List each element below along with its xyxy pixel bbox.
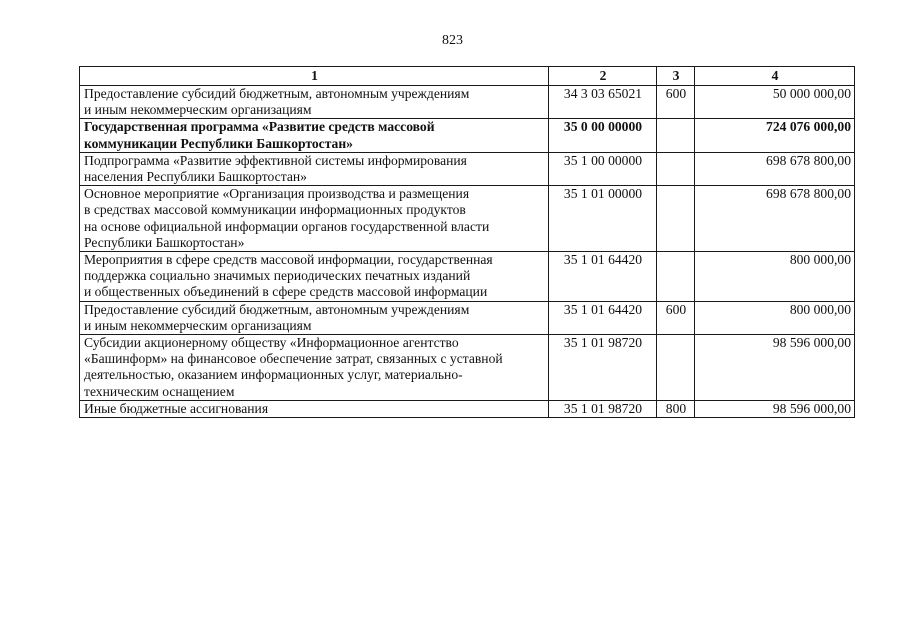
row-amount: 698 678 800,00	[695, 186, 855, 252]
row-name: Мероприятия в сфере средств массовой информации, государственная поддержка социально значимых периодических печатных изданий и общественных объединений в сфере средств массовой информации	[80, 252, 549, 302]
row-code: 35 1 01 98720	[549, 335, 657, 401]
row-type	[657, 152, 695, 185]
row-amount: 698 678 800,00	[695, 152, 855, 185]
table-row	[80, 119, 855, 152]
table-header-row	[80, 67, 855, 86]
row-type	[657, 186, 695, 252]
table-row	[80, 252, 855, 302]
row-type	[657, 252, 695, 302]
header-col-1: 1	[80, 67, 549, 86]
header-col-4: 4	[695, 67, 855, 86]
row-name: Предоставление субсидий бюджетным, автономным учреждениям и иным некоммерческим организациям	[80, 86, 549, 119]
row-code: 35 1 01 98720	[549, 400, 657, 417]
table-row	[80, 400, 855, 417]
row-code: 35 1 01 64420	[549, 252, 657, 302]
row-type	[657, 335, 695, 401]
row-amount: 98 596 000,00	[695, 400, 855, 417]
row-name: Основное мероприятие «Организация производства и размещения в средствах массовой коммуникации информационных продуктов на основе официальной информации органов государственной власти Республики Башкортостан»	[80, 186, 549, 252]
table-row	[80, 335, 855, 401]
row-type: 600	[657, 301, 695, 334]
row-amount: 98 596 000,00	[695, 335, 855, 401]
header-col-3: 3	[657, 67, 695, 86]
table-row	[80, 152, 855, 185]
row-code: 35 1 00 00000	[549, 152, 657, 185]
table-row	[80, 301, 855, 334]
row-name: Предоставление субсидий бюджетным, автономным учреждениям и иным некоммерческим организациям	[80, 301, 549, 334]
row-code: 35 1 01 64420	[549, 301, 657, 334]
table-row	[80, 186, 855, 252]
page-number: 823	[442, 33, 463, 48]
row-name: Субсидии акционерному обществу «Информационное агентство «Башинформ» на финансовое обеспечение затрат, связанных с уставной деятельностью, оказанием информационных услуг, материально- техническим оснащением	[80, 335, 549, 401]
row-amount: 800 000,00	[695, 252, 855, 302]
row-amount: 800 000,00	[695, 301, 855, 334]
row-amount: 50 000 000,00	[695, 86, 855, 119]
row-code: 34 3 03 65021	[549, 86, 657, 119]
row-name: Подпрограмма «Развитие эффективной системы информирования населения Республики Башкортостан»	[80, 152, 549, 185]
row-code: 35 1 01 00000	[549, 186, 657, 252]
row-code: 35 0 00 00000	[549, 119, 657, 152]
header-col-2: 2	[549, 67, 657, 86]
row-amount: 724 076 000,00	[695, 119, 855, 152]
table-row	[80, 86, 855, 119]
budget-table	[79, 66, 855, 418]
row-type: 800	[657, 400, 695, 417]
row-name: Государственная программа «Развитие средств массовой коммуникации Республики Башкортостан»	[80, 119, 549, 152]
row-type	[657, 119, 695, 152]
row-name: Иные бюджетные ассигнования	[80, 400, 549, 417]
row-type: 600	[657, 86, 695, 119]
